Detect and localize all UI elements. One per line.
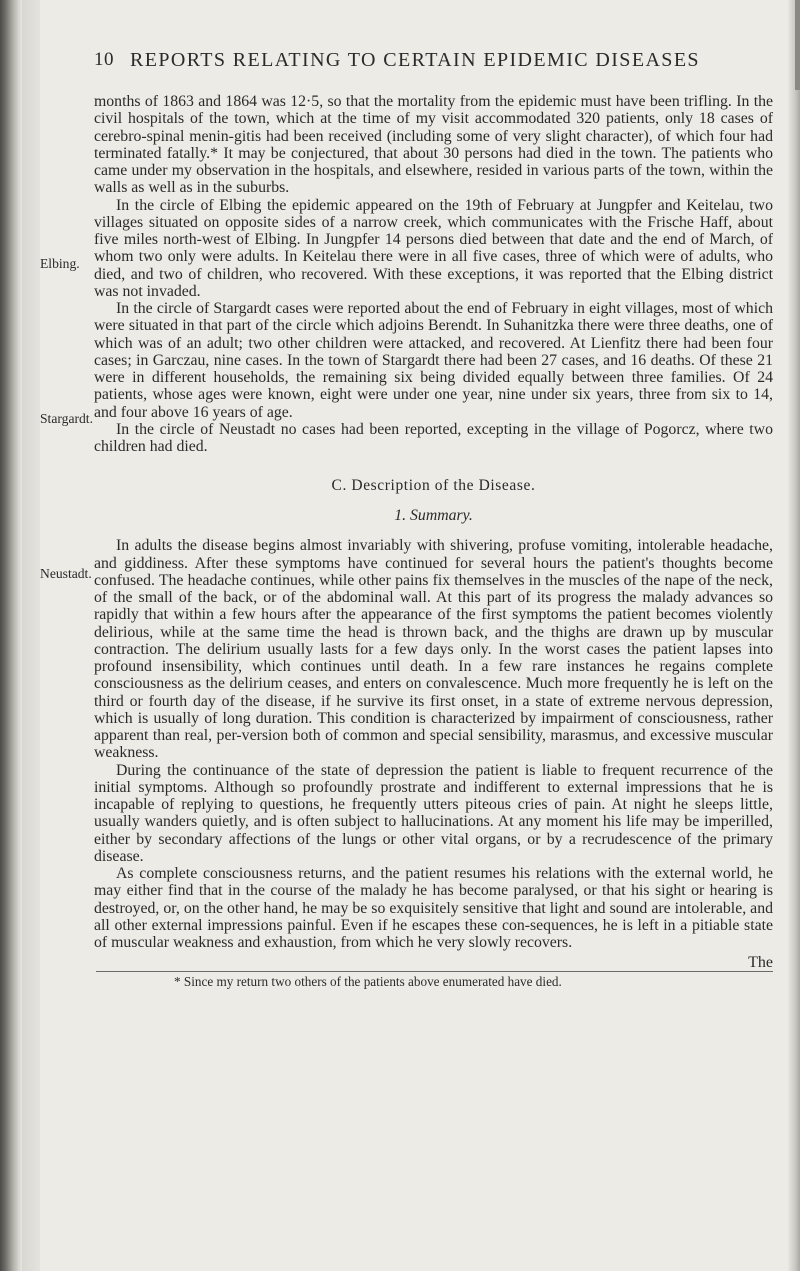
paragraph-summary: In adults the disease begins almost invariably with shivering, profuse vomiting, intolerable headache, and giddiness. After these symptoms have continued for several hours the patient's thoughts become confused. The headache continues, while other pains fix themselves in the muscles of the nape of the neck, of the small of the back, or of the abdominal wall. At this part of its progress the malady advances so rapidly that within a few hours after the appearance of the first symptoms the patient becomes violently delirious, while at the same time the head is thrown back, and the thighs are drawn up by muscular contraction. The delirium usually lasts for a few days only. In the worst cases the patient lapses into profound insensibility, which continues until death. In a few rare instances he regains complete consciousness as the delirium ceases, and enters on convalescence. Much more frequently he is left on the third or fourth day of the disease, if he survive its first onset, in a state of extreme nervous depression, which is usually of long duration. This condition is characterized by impairment of consciousness, rather apparent than real, per-version both of common and special sensibility, marasmus, and excessive muscular weakness.	[94, 537, 773, 762]
book-binding-edge	[0, 0, 22, 1271]
paragraph-elbing: In the circle of Elbing the epidemic appeared on the 19th of February at Jungpfer and Keitelau, two villages situated on opposite sides of a narrow creek, which communicates with the Frische Haff, about five miles north-west of Elbing. In Jungpfer 14 persons died between that date and the end of March, of whom two only were adults. In Keitelau there were in all five cases, three of which were of adults, who died, and two of children, who recovered. With these exceptions, it was reported that the Elbing district was not invaded.	[94, 196, 773, 300]
page-header	[94, 49, 774, 77]
paragraph-mortality: months of 1863 and 1864 was 12·5, so that the mortality from the epidemic must have been trifling. In the civil hospitals of the town, which at the time of my visit accommodated 320 patients, only 18 cases of cerebro-spinal menin-gitis had been received (including some of very slight character), of which four had terminated fatally.* It may be conjectured, that about 30 persons had died in the town. The patients who came under my observation in the hospitals, and elsewhere, resided in various parts of the town, within the walls as well as in the suburbs.	[94, 93, 773, 197]
sidenote-stargardt: Stargardt.	[40, 411, 93, 426]
paragraph-neustadt: In the circle of Neustadt no cases had been reported, excepting in the village of Pogorcz, where two children had died.	[94, 420, 773, 455]
page-number: 10	[94, 49, 114, 70]
catchword: The	[748, 954, 773, 972]
sidenote-elbing: Elbing.	[40, 256, 80, 271]
paragraph-depression: During the continuance of the state of depression the patient is liable to frequent recurrence of the initial symptoms. Although so profoundly prostrate and indifferent to external impressions that he is incapable of replying to questions, he frequently utters piteous cries of pain. At night he sleeps little, usually wanders quietly, and is often subject to hallucinations. At any moment his life may be imperilled, either by secondary affections of the lungs or other vital organs, or by a recrudescence of the primary disease.	[94, 761, 773, 865]
page-edge-tick	[795, 0, 800, 90]
paragraph-convalescence: As complete consciousness returns, and the patient resumes his relations with the external world, he may either find that in the course of the malady he has become paralysed, or that his sight or hearing is destroyed, or, on the other hand, he may be so exquisitely sensitive that light and sound are intolerable, and all other external impressions painful. Even if he escapes these con-sequences, he is left in a pitiable state of muscular weakness and exhaustion, from which he very slowly recovers.	[94, 865, 773, 951]
footnote-rule	[96, 971, 773, 972]
paragraph-stargardt: In the circle of Stargardt cases were reported about the end of February in eight villages, most of which were situated in that part of the circle which adjoins Berendt. In Suhanitzka there were three deaths, one of which was of an adult; two other children were attacked, and recovered. At Lienfitz there had been four cases; in Garczau, nine cases. In the town of Stargardt there had been 27 cases, and 16 deaths. Of these 21 were in different households, the remaining six being divided equally between three families. Of 24 patients, whose ages were known, eight were under one year, nine under six years, three from six to 14, and four above 16 years of age.	[94, 300, 773, 421]
page-right-edge	[788, 0, 800, 1271]
section-heading: C. Description of the Disease.	[331, 477, 536, 495]
inner-margin-shadow	[22, 0, 40, 1271]
body-text	[94, 93, 773, 990]
footnote: * Since my return two others of the patients above enumerated have died.	[174, 974, 562, 990]
running-head: REPORTS RELATING TO CERTAIN EPIDEMIC DISEASES	[130, 49, 700, 71]
sub-heading: 1. Summary.	[394, 507, 473, 525]
sidenote-neustadt: Neustadt.	[40, 566, 92, 581]
